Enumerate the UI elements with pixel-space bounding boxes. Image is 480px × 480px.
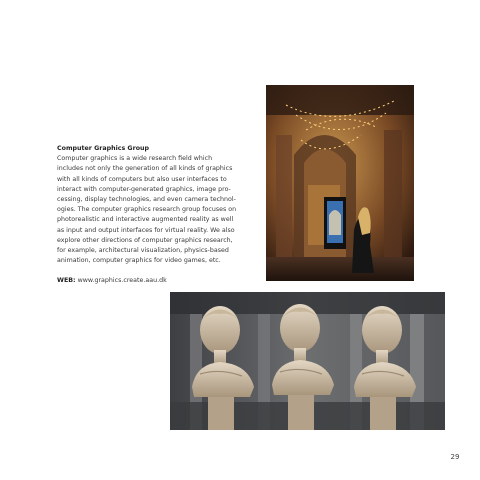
body-line: interact with computer-generated graphics, image pro- bbox=[57, 185, 231, 193]
page-number: 29 bbox=[450, 453, 460, 461]
body-line: animation, computer graphics for video games, etc. bbox=[57, 257, 221, 265]
body-line: cessing, display technologies, and even camera technol- bbox=[57, 196, 236, 204]
article-body bbox=[57, 154, 262, 266]
photo-church-installation bbox=[266, 85, 414, 281]
three-busts-illustration bbox=[170, 292, 445, 430]
body-line: with all kinds of computers but also user interfaces to bbox=[57, 175, 227, 183]
body-line: as input and output interfaces for virtual reality. We also bbox=[57, 226, 235, 234]
body-line: Computer graphics is a wide research field which bbox=[57, 155, 213, 163]
church-installation-illustration bbox=[266, 85, 414, 281]
article-text bbox=[57, 144, 262, 293]
photo-three-busts bbox=[170, 292, 445, 430]
web-label: WEB: bbox=[57, 277, 76, 285]
body-line: ogies. The computer graphics research group focuses on bbox=[57, 206, 237, 214]
body-line: explore other directions of computer graphics research, bbox=[57, 236, 233, 244]
web-url[interactable]: www.graphics.create.aau.dk bbox=[77, 277, 167, 285]
body-line: photorealistic and interactive augmented reality as well bbox=[57, 216, 234, 224]
body-line: for example, architectural visualization, physics-based bbox=[57, 247, 229, 255]
article-heading: Computer Graphics Group bbox=[57, 145, 150, 152]
web-line bbox=[57, 276, 262, 286]
body-line: includes not only the generation of all kinds of graphics bbox=[57, 165, 233, 173]
